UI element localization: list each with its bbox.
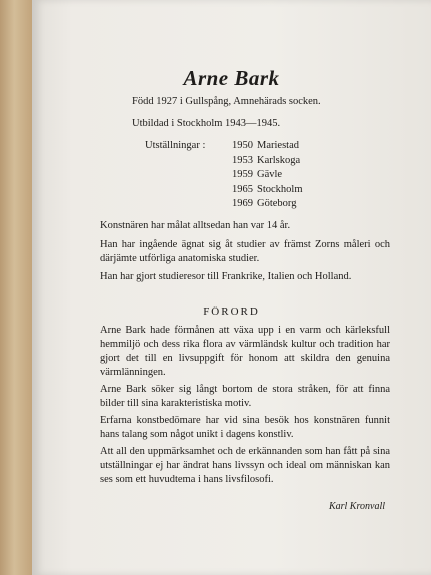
foreword-paragraph: Arne Bark söker sig långt bortom de stora stråken, för att finna bilder till sina karakteristiska motiv. [100, 384, 390, 409]
book-binding [0, 0, 32, 575]
foreword-paragraph: Erfarna konstbedömare har vid sina besök hos konstnären funnit hans talang som något unikt i dagens konstliv. [100, 415, 390, 440]
book-page [32, 0, 431, 575]
bio-paragraph: Han har gjort studieresor till Frankrike, Italien och Holland. [100, 271, 352, 282]
foreword-paragraph: Arne Bark hade förmånen att växa upp i en varm och kärleksfull hemmiljö och dess rika flora av värmländsk kultur och tradition har gjort det till en livsuppgift för honom att skildra den genuina värmlänningen. [100, 325, 390, 378]
foreword-heading: FÖRORD [203, 306, 260, 318]
birth-line: Född 1927 i Gullspång, Amnehärads socken. [132, 96, 321, 107]
foreword-paragraph: Att all den uppmärksamhet och de erkännanden som han fått på sina utställningar ej har ändrat hans livssyn och ideal om människan kan ses som ett huvudtema i hans livsfilosofi. [100, 446, 390, 485]
exhibitions-label: Utställningar : [145, 140, 206, 151]
page-title: Arne Bark [183, 66, 280, 90]
exhibition-year: 1959 [232, 169, 253, 180]
exhibition-year: 1965 [232, 183, 253, 195]
exhibition-place: Mariestad [257, 140, 299, 151]
exhibition-item [225, 154, 303, 169]
exhibition-year: 1950 [232, 140, 253, 151]
exhibition-item [225, 139, 303, 154]
education-line: Utbildad i Stockholm 1943—1945. [132, 118, 281, 129]
exhibition-place: Gävle [257, 169, 283, 180]
exhibition-place: Karlskoga [257, 154, 301, 166]
bio-paragraph: Konstnären har målat alltsedan han var 14 år. [100, 220, 291, 231]
exhibition-item [225, 183, 303, 198]
exhibition-year: 1953 [232, 154, 253, 166]
exhibitions-list [225, 139, 303, 212]
exhibition-item [225, 197, 303, 212]
bio-paragraph: Han har ingående ägnat sig åt studier av främst Zorns måleri och därjämte utförliga anatomiska studier. [100, 239, 390, 264]
exhibition-place: Göteborg [257, 198, 297, 209]
signature: Karl Kronvall [328, 501, 385, 512]
exhibition-year: 1969 [232, 198, 253, 209]
exhibition-place: Stockholm [257, 183, 303, 195]
exhibition-item [225, 168, 303, 183]
